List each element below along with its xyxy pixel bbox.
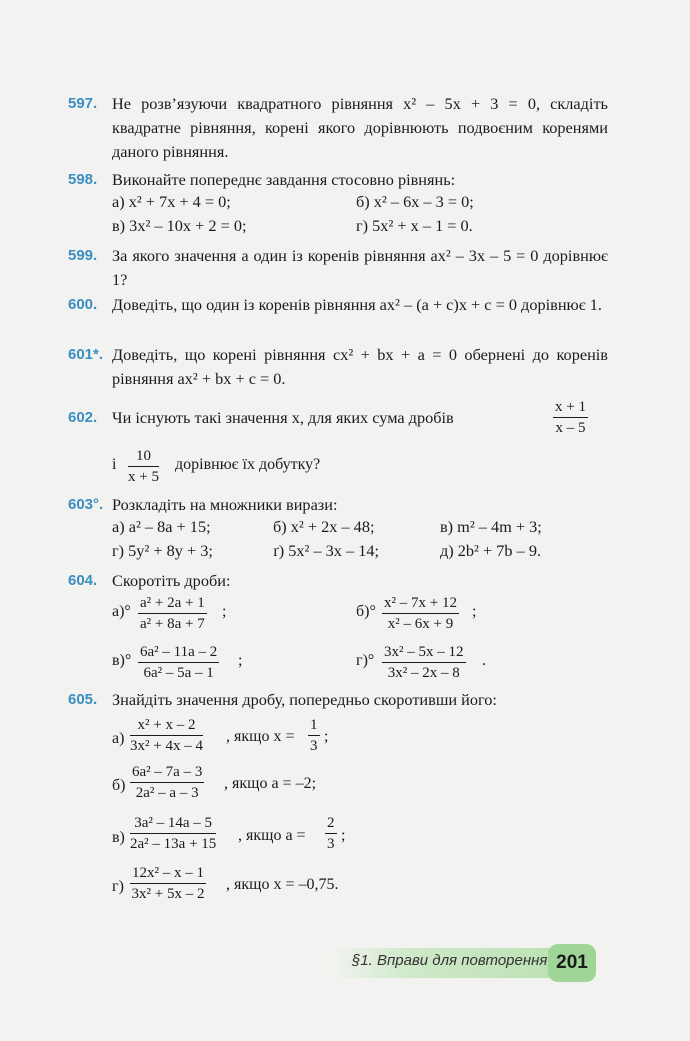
denominator: x – 5	[555, 420, 586, 436]
exercise-text: Розкладіть на множники вирази:	[112, 495, 338, 514]
denominator: 2a² – 13a + 15	[130, 836, 217, 852]
exercise-number: 605.	[68, 691, 98, 708]
item-label: в)	[112, 829, 125, 846]
condition: , якщо a =	[238, 827, 306, 844]
exercise-text: Чи існують такі значення x, для яких сума дробів	[112, 408, 454, 427]
fraction	[128, 447, 159, 486]
denominator: x + 5	[128, 469, 159, 485]
fraction	[130, 864, 206, 903]
conjunction: і	[112, 456, 117, 473]
item-603-v: в) m² – 4m + 3;	[440, 517, 542, 536]
denominator: 3	[310, 738, 318, 754]
fraction	[138, 643, 219, 682]
punctuation: ;	[238, 652, 243, 669]
condition: , якщо x =	[226, 728, 295, 745]
item-598-g: г) 5x² + x – 1 = 0.	[356, 216, 473, 235]
item-603-d: д) 2b² + 7b – 9.	[440, 541, 542, 560]
item-603-gg: ґ) 5x² – 3x – 14;	[273, 541, 380, 560]
exercise-text: Не розв’язуючи квадратного рівняння x² – 5x + 3 = 0, складіть квадратне рівняння, корені якого дорівнюють подвоєним коренями даного рівняння.	[112, 94, 608, 161]
item-label: г)	[112, 878, 124, 895]
item-598-v: в) 3x² – 10x + 2 = 0;	[112, 216, 247, 235]
denominator: 3x² – 2x – 8	[387, 665, 460, 681]
punctuation: ;	[222, 603, 227, 620]
item-603-b: б) x² + 2x – 48;	[273, 517, 375, 536]
exercise-text: Доведіть, що один із коренів рівняння ax² – (a + c)x + c = 0 дорівнює 1.	[112, 295, 602, 314]
exercise-599	[68, 244, 608, 292]
exercise-605	[68, 688, 608, 712]
exercise-601	[68, 343, 608, 391]
denominator: 3x² + 5x – 2	[131, 886, 205, 902]
exercise-number: 603°.	[68, 496, 104, 513]
fraction	[382, 594, 459, 633]
punctuation: ;	[324, 728, 329, 745]
exercise-number: 600.	[68, 296, 98, 313]
fraction	[130, 763, 204, 802]
fraction	[130, 716, 203, 755]
page-number: 201	[548, 944, 596, 982]
fraction	[130, 814, 216, 853]
numerator: 12x² – x – 1	[130, 864, 206, 884]
exercise-text: За якого значення a один із коренів рівняння ax² – 3x – 5 = 0 дорівнює 1?	[112, 246, 608, 289]
numerator: x² + x – 2	[130, 716, 203, 736]
exercise-number: 602.	[68, 409, 98, 426]
punctuation: .	[482, 652, 486, 669]
numerator: 3x² – 5x – 12	[382, 643, 466, 663]
exercise-text: Доведіть, що корені рівняння cx² + bx + a = 0 обернені до коренів рівняння ax² + bx + c = 0.	[112, 345, 608, 388]
item-label: в)°	[112, 652, 132, 669]
exercise-number: 604.	[68, 572, 98, 589]
condition: , якщо a = –2;	[224, 775, 317, 792]
exercise-number: 597.	[68, 95, 98, 112]
item-598-a: а) x² + 7x + 4 = 0;	[112, 192, 231, 211]
condition: , якщо x = –0,75.	[226, 876, 339, 893]
numerator: 2	[325, 814, 337, 834]
denominator: x² – 6x + 9	[387, 616, 454, 632]
exercise-text: Виконайте попереднє завдання стосовно рівнянь:	[112, 170, 456, 189]
denominator: 3	[327, 836, 335, 852]
exercise-598	[68, 168, 608, 192]
numerator: 10	[128, 447, 159, 467]
punctuation: ;	[341, 827, 346, 844]
exercise-text: Знайдіть значення дробу, попередньо скоротивши його:	[112, 690, 497, 709]
fraction	[382, 643, 466, 682]
item-label: а)°	[112, 603, 131, 620]
numerator: x² – 7x + 12	[382, 594, 459, 614]
exercise-number: 601*.	[68, 346, 104, 363]
section-title: §1. Вправи для повторення	[352, 952, 548, 969]
punctuation: ;	[472, 603, 477, 620]
exercise-number: 598.	[68, 171, 98, 188]
item-label: а)	[112, 730, 125, 747]
text: дорівнює їх добутку?	[175, 456, 321, 473]
exercise-603	[68, 493, 608, 517]
numerator: a² + 2a + 1	[138, 594, 207, 614]
fraction	[308, 716, 320, 755]
exercise-604	[68, 569, 608, 593]
numerator: 6a² – 7a – 3	[130, 763, 204, 783]
item-598-b: б) x² – 6x – 3 = 0;	[356, 192, 474, 211]
exercise-number: 599.	[68, 247, 98, 264]
fraction	[553, 398, 588, 437]
exercise-text: Скоротіть дроби:	[112, 571, 231, 590]
fraction	[325, 814, 337, 853]
numerator: x + 1	[553, 398, 588, 418]
numerator: 1	[308, 716, 320, 736]
item-label: б)	[112, 777, 126, 794]
denominator: a² + 8a + 7	[140, 616, 205, 632]
item-label: г)°	[356, 652, 375, 669]
item-603-g: г) 5y² + 8y + 3;	[112, 541, 213, 560]
exercise-602	[68, 406, 608, 430]
exercise-600	[68, 293, 608, 317]
fraction	[138, 594, 207, 633]
numerator: 6a² – 11a – 2	[138, 643, 219, 663]
denominator: 6a² – 5a – 1	[143, 665, 214, 681]
item-label: б)°	[356, 603, 376, 620]
denominator: 3x² + 4x – 4	[130, 738, 203, 754]
numerator: 3a² – 14a – 5	[130, 814, 216, 834]
exercise-597	[68, 92, 608, 164]
item-603-a: а) a² – 8a + 15;	[112, 517, 211, 536]
denominator: 2a² – a – 3	[135, 785, 199, 801]
